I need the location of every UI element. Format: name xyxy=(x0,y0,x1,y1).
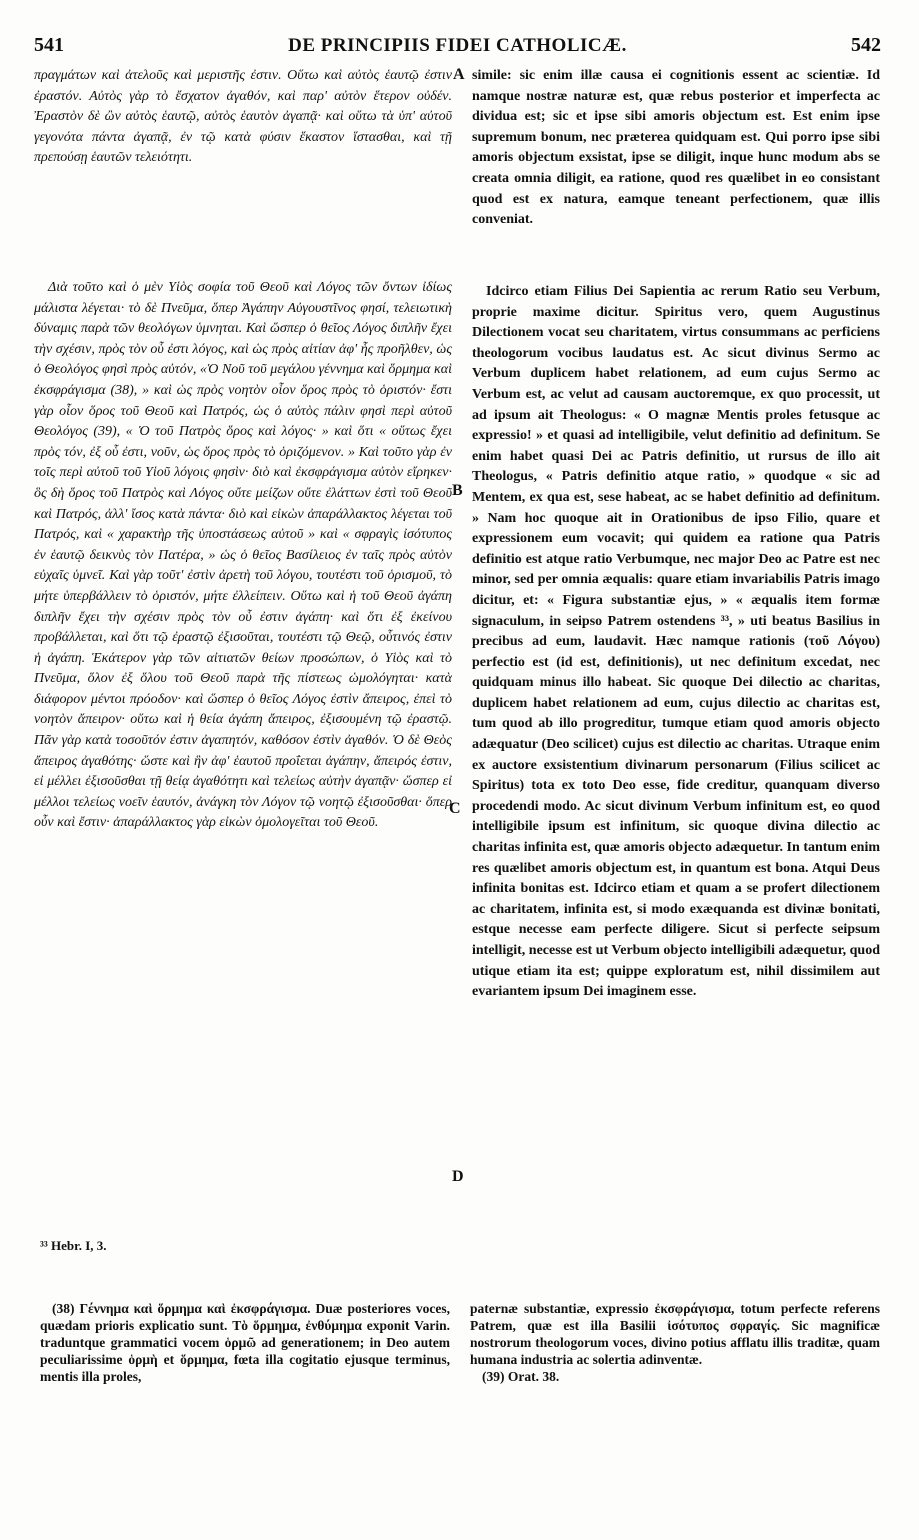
note-38-left xyxy=(40,1300,450,1450)
greek-paragraph-top: πραγμάτων καὶ ἀτελοῦς καὶ μεριστῆς ἐστιν. Οὕτω καὶ αὐτὸς ἑαυτῷ ἐστιν ἐραστόν. Αὐτὸς γὰρ τὸ ἔσχατον ἀγαθόν, καὶ παρ' αὐτὸν ἕτερον οὐδέν. Ἐραστὸν δὲ ὢν αὐτὸς ἑαυτῷ, αὐτὸς ἑαυτὸν ἀγαπᾷ· καὶ οὕτω τὰ ὑπ' αὐτοῦ γεγονότα πάντα ἀγαπᾷ, ἐν τῷ κατὰ φύσιν ἕκαστον ἵστασθαι, καὶ τῇ πρεπούσῃ ἑαυτῶν τελειότητι. xyxy=(34,68,452,166)
notes-right-column xyxy=(470,1300,880,1450)
note-39-text: (39) Orat. 38. xyxy=(482,1369,560,1384)
page-header xyxy=(34,34,881,64)
running-title: DE PRINCIPIIS FIDEI CATHOLICÆ. xyxy=(288,35,627,56)
left-page-number: 541 xyxy=(34,34,64,56)
margin-marker-a: A xyxy=(453,66,465,83)
footnote-reference: ³³ Hebr. I, 3. xyxy=(40,1238,107,1253)
note-38-continuation: paternæ substantiæ, expressio ἐκσφράγισμα, totum perfecte referens Patrem, quæ est illa Basilii ἰσότυπος σφραγίς. Sic magnificæ nostrorum theologorum voces, divino potius afflatu illis traditæ, quam humana industria ac solertia adinventæ. xyxy=(470,1301,880,1367)
latin-column-top xyxy=(472,66,880,252)
margin-marker-d: D xyxy=(452,1168,464,1185)
greek-paragraph-main: Διὰ τοῦτο καὶ ὁ μὲν Υἱὸς σοφία τοῦ Θεοῦ καὶ Λόγος τῶν ὄντων ἰδίως μάλιστα λέγεται· τὸ δὲ Πνεῦμα, ὅπερ Ἀγάπην Αὐγουστῖνος φησί, τελειωτικὴ δύναμις παρὰ τῶν θεολόγων ὑμνηται. Καὶ ὥσπερ ὁ θεῖος Λόγος διπλῆν ἔχει τὴν σχέσιν, πρὸς τὸν οὗ ἐστι λόγος, καὶ ὡς πρὸς αἰτίαν ἀφ' ἧς προῆλθεν, ὡς ὁ Θεολόγος φησὶ πρὸς αὐτόν, «Ὁ Νοῦ τοῦ μεγάλου γέννημα καὶ ὅρμημα καὶ ἐκσφράγισμα (38), » καὶ ὡς πρὸς νοητὸν οἷον ὅρος πρὸς τὸ ὁριστόν· ἔστι γὰρ οἷον ὅρος τοῦ Θεοῦ καὶ Πατρός, ὡς ὁ αὐτὸς πάλιν φησὶ περὶ αὐτοῦ Θεολόγος (39), « Ὁ τοῦ Πατρὸς ὅρος καὶ λόγος· » καὶ ὅτι « οὕτως ἔχει πρὸς τόν, ἐξ οὗ ἐστι, νοῦν, ὡς ὅρος πρὸς τὸ ὁριζόμενον. » Καὶ τοῦτο γὰρ ἐν τοῖς περὶ αὐτοῦ τοῦ Υἱοῦ λόγοις φησὶν· διὸ καὶ ἐκσφράγισμα αὐτὸν εἴρηκεν· ὃς δὴ ὅρος τοῦ Πατρὸς καὶ Λόγος οὔτε μείζων οὔτε ἐλάττων ἐστὶ τοῦ Θεοῦ καὶ Πατρός, ἀλλ' ἴσος κατὰ πάντα· διὸ καὶ εἰκὼν ἀπαράλλακτος λέγεται τοῦ Πατρός, καὶ « χαρακτὴρ τῆς ὑποστάσεως αὐτοῦ » καὶ « σφραγὶς ἰσότυπος ἐν ἑαυτῷ δεικνὺς τὸν Πατέρα, » ὡς ὁ θεῖος Βασίλειος ἐν ταῖς πρὸς αὐτὸν εὐχαῖς ὑμνεῖ. Καὶ γὰρ τοῦτ' ἐστὶν ἀρετὴ τοῦ λόγου, τουτέστι τοῦ ὁρισμοῦ, τὸ μήτε ὑπερβάλλειν τὸ ὁριστόν, μήτε ἐλλείπειν. Οὕτω καὶ ἡ τοῦ Θεοῦ ἀγάπη διπλῆν ἔχει τὴν σχέσιν πρὸς τὸν οὗ ἐστιν ἀγάπη· καὶ ὅτι ἐξ ἐκείνου προβάλλεται, καὶ ὅτι τῷ ἐραστῷ ἐξισοῦται, τουτέστι τῷ Θεῷ, οὗτινός ἐστιν ἡ ἀγάπη. Ἑκάτερον γὰρ τῶν αἰτιατῶν θείων προσώπων, ὁ Υἱὸς καὶ τὸ Πνεῦμα, ὅλον ἐξ ὅλου τοῦ Θεοῦ παρὰ τῆς πίστεως ὡμολόγηται· κατὰ διάφορον μέντοι πρόοδον· καὶ ὥσπερ ὁ θεῖος Λόγος ἐστὶν ἄπειρος, ἐπεὶ τὸ νοητὸν ἄπειρον· οὕτω καὶ ἡ θεία ἀγάπη ἄπειρος, ἐξισουμένη τῷ ἐραστῷ. Πᾶν γὰρ κατὰ τοσοῦτόν ἐστιν ἀγαπητόν, καθόσον ἐστὶν ἀγαθόν. Ὁ δὲ Θεὸς ἄπειρος ἀγαθότης· ὥστε καὶ ἣν ἀφ' ἑαυτοῦ προΐεται ἀγάπην, ἄπειρός ἐστιν, εἰ μέλλει ἐξισοῦσθαι τῇ θείᾳ ἀγαθότητι καὶ τελείως αὐτὴν ἀγαπᾷν· ὥσπερ εἰ μέλλοι τελείως νοεῖν ἑαυτόν, ἀνάγκη τὸν Λόγον τῷ νοητῷ ἐξισοῦσθαι· ὅπερ οὖν καὶ ἔστιν· ἀπαράλλακτος γὰρ εἰκὼν ὁμολογεῖται τοῦ Θεοῦ. xyxy=(34,280,452,831)
greek-column-main xyxy=(34,278,452,1088)
margin-marker-b: B xyxy=(452,482,463,499)
margin-marker-c: C xyxy=(449,800,461,817)
latin-paragraph-main: Idcirco etiam Filius Dei Sapientia ac rerum Ratio seu Verbum, proprie maxime dicitur. Spiritus vero, quem Augustinus Dilectionem vocat seu charitatem, virtus consummans ac perficiens theologorum vocibus laudatus est. Ac sicut divinus Sermo ac Verbum duplicem habet relationem, ad eum cujus Sermo ac Verbum est, ac velut ad causam auctoremque, ex quo processit, ut ad ipsum ait Theologus: « O magnæ Mentis proles fetusque ac expressio! » et quasi ad intelligibile, velut definitio ad definitum. Se enim habet quasi Dei ac Patris definitio, ut rursus de illo ait Theologus, « Patris definitio atque ratio, » quodque « sic ad Mentem, ex qua est, sese habeat, ac se habet definitio ad definitum. » Nam hoc quoque ait in Orationibus de ipso Filio, quare et expressionem eum vocavit; qui quidem ea ratione qua Patris definitio est atque ratio Verbumque, nec major Deo ac Patre est nec minor, sed per omnia æqualis: quare etiam invariabilis Patris imago dicitur, et: « Figura substantiæ ejus, » « æqualis item formæ signaculum, in seipso Patrem ostendens ³³, » uti beatus Basilius in precibus ad eum, laudavit. Hæc namque rationis (τοῦ Λόγου) perfectio est (id est, definitionis), ut nec definitum excedat, nec quidquam minus illo habeat. Sic quoque Dei dilectio ac charitas, duplicem habet relationem ad eum, cujus dilectio ac charitas est, tum quod ab illo progreditur, tumque etiam quod amoris objecto adæquatur (Deo scilicet) cujus est dilectio ac charitas. Utraque enim ex auctore exsistentium divinarum personarum (Filius scilicet ac Spiritus) tota ex toto Deo esse, fide creditur, quanquam diverso procedendi modo. Ac sicut divinum Verbum infinitum est, eo quod intelligibile ipsum est infinitum, sic quoque divina dilectio ac charitas infinita est, quæ amoris objecto adæquetur. In tantum enim res quælibet amoris objectum est, in quantum est bona. Atqui Deus infinita bonitas est. Idcirco etiam et quam a se profert dilectionem ac charitatem, infinita est, si modo exæquanda est divinæ bonitati, estque necesse eam perfecte diligere. Sicut si perfecte seipsum intelligit, necesse est ut Verbum objecto intelligibili adæquetur, quod utique etiam ita est; quippe exploratum est, nihil dissimilem aut evariantem ipsum Dei imaginem esse. xyxy=(472,284,880,1000)
note-38-text: (38) Γέννημα καὶ ὅρμημα καὶ ἐκσφράγισμα. Duæ posteriores voces, quædam prioris explicatio sunt. Τὸ ὅρμημα, ἐνθύμημα exponit Varin. traduntque grammatici vocem ὁρμῶ ad generationem; in Deo autem peculiarissime ὁρμὴ et ὅρμημα, fœta illa cogitatio ejusque terminus, mentis illa proles, xyxy=(40,1301,450,1384)
greek-column-top xyxy=(34,66,452,226)
right-page-number: 542 xyxy=(850,34,881,56)
latin-column-main xyxy=(472,282,880,1234)
latin-paragraph-top: simile: sic enim illæ causa ei cognitionis essent ac scientiæ. Id namque nostræ naturæ est, quæ rebus posterior et imperfecta ac dividua est; sic et ipse sibi amoris objectum est. Est enim ipse supremum bonum, nec præterea quidquam est. Qui porro ipse sibi amoris objectum exsistat, ipse se diligit, inque hunc modum abs se creata omnia diligit, ea ratione, quod res quælibet in eo consistant quod est ex natura, eamque teneant perfectionem, quæ illis conveniat. xyxy=(472,68,880,228)
